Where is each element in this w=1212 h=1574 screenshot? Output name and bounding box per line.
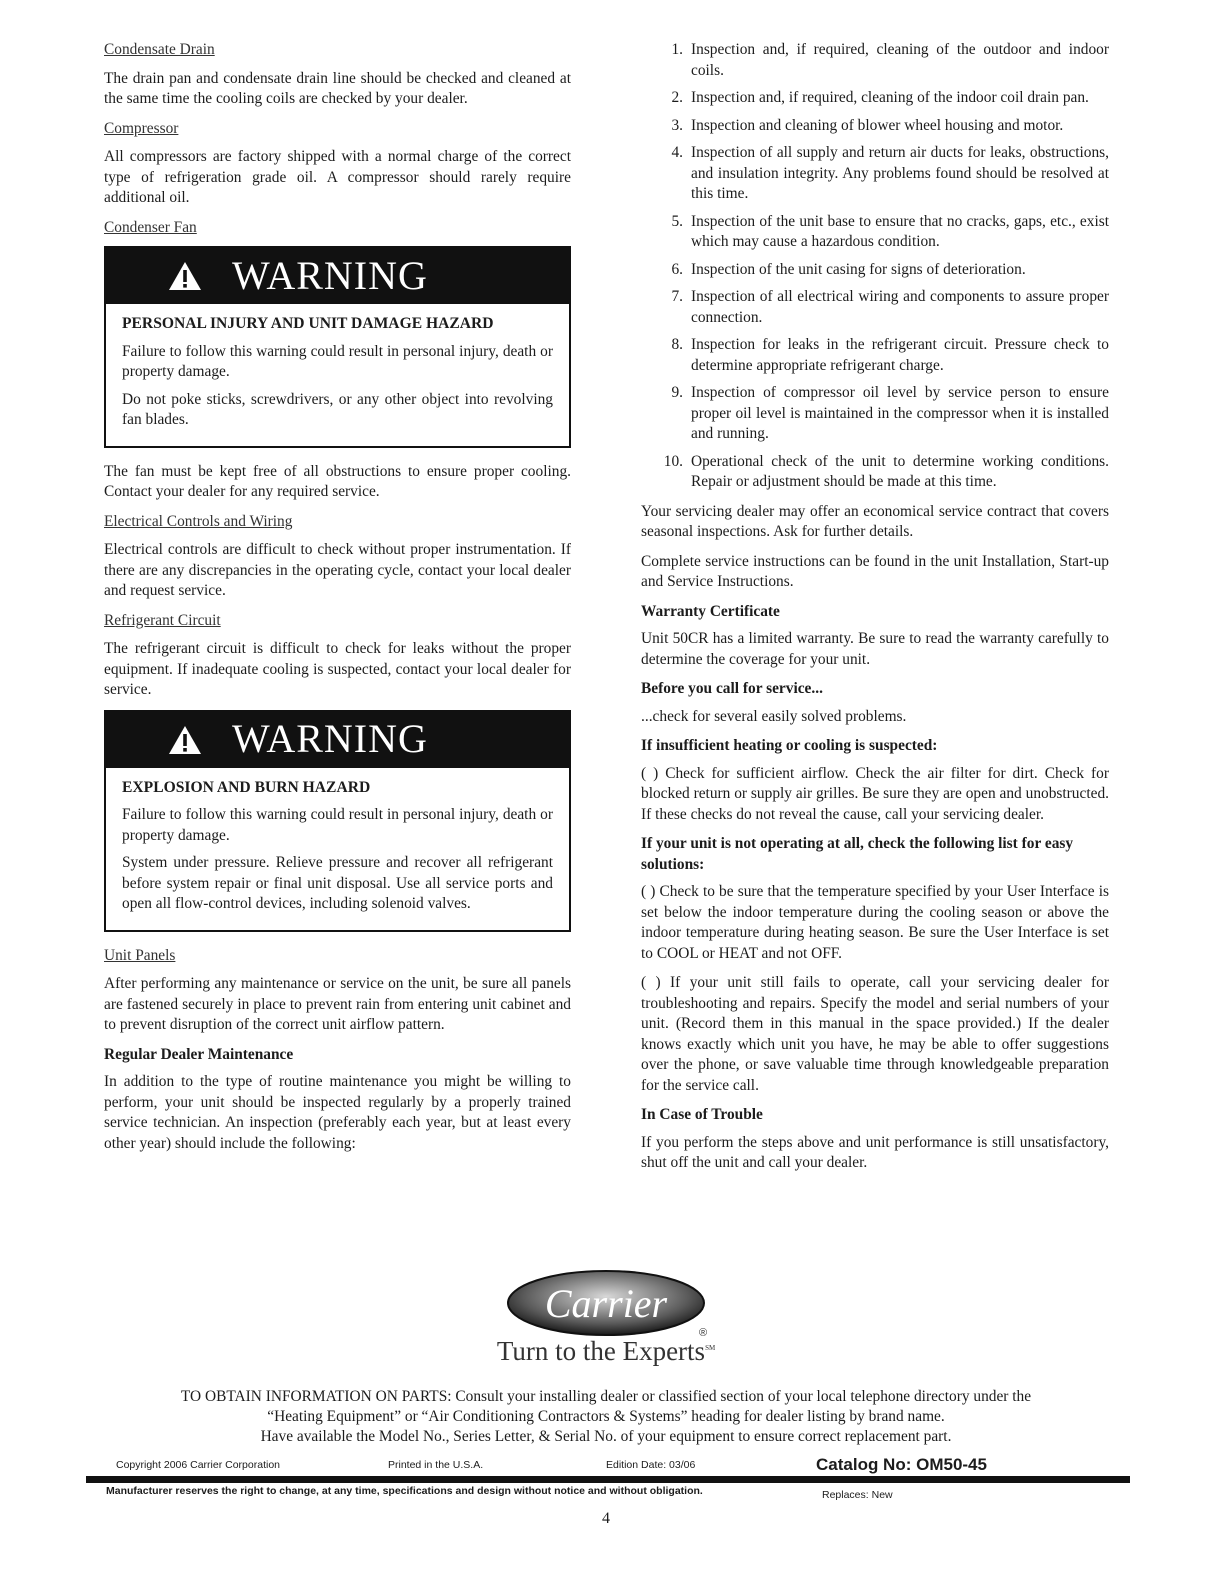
warning-title: WARNING bbox=[232, 252, 428, 298]
list-item bbox=[641, 260, 1109, 281]
refrigerant-heading: Refrigerant Circuit bbox=[104, 611, 221, 629]
list-item-text: Operational check of the unit to determine working conditions. Repair or adjustment should be made at this time. bbox=[691, 452, 1109, 490]
list-item-number: 3. bbox=[671, 116, 683, 134]
condensate-drain-text: The drain pan and condensate drain line should be checked and cleaned at the same time the cooling coils are checked by your dealer. bbox=[104, 69, 571, 107]
warning-instruction: Do not poke sticks, screwdrivers, or any other object into revolving fan blades. bbox=[122, 390, 553, 428]
list-item bbox=[641, 143, 1109, 205]
list-item-number: 10. bbox=[663, 452, 683, 470]
refrigerant-text: The refrigerant circuit is difficult to check for leaks without the proper equipment. If inadequate cooling is suspected, contact your local dealer for service. bbox=[104, 640, 571, 698]
service-contract-text: Your servicing dealer may offer an economical service contract that covers seasonal inspections. Ask for further details. bbox=[641, 502, 1109, 540]
warning-title: WARNING bbox=[232, 716, 428, 762]
list-item-text: Inspection and, if required, cleaning of the indoor coil drain pan. bbox=[691, 89, 1089, 106]
replaces-note: Replaces: New bbox=[822, 1489, 893, 1501]
before-call-text: ...check for several easily solved problems. bbox=[641, 707, 907, 725]
warning-banner bbox=[106, 712, 569, 768]
warning-instruction: System under pressure. Relieve pressure and recover all refrigerant before system repair or final unit disposal. Use all service ports and open all flow-control devices, including solenoid valves. bbox=[122, 854, 553, 912]
catalog-number: Catalog No: OM50-45 bbox=[816, 1455, 987, 1474]
list-item-number: 5. bbox=[671, 212, 683, 230]
compressor-heading: Compressor bbox=[104, 119, 179, 137]
list-item bbox=[641, 383, 1109, 445]
condensate-drain-heading: Condensate Drain bbox=[104, 41, 215, 58]
list-item-text: Inspection for leaks in the refrigerant circuit. Pressure check to determine appropriate refrigerant charge. bbox=[691, 336, 1109, 374]
regular-dealer-heading: Regular Dealer Maintenance bbox=[104, 1045, 294, 1063]
edition-date: Edition Date: 03/06 bbox=[606, 1459, 696, 1471]
list-item-text: Inspection and, if required, cleaning of the outdoor and indoor coils. bbox=[691, 41, 1109, 79]
regular-dealer-text: In addition to the type of routine maintenance you might be willing to perform, your unit should be inspected regularly by a properly trained service technician. An inspection (preferably each year, but at least every other year) should include the following: bbox=[104, 1073, 571, 1152]
warning-hazard-heading: PERSONAL INJURY AND UNIT DAMAGE HAZARD bbox=[122, 315, 494, 332]
printed-in: Printed in the U.S.A. bbox=[388, 1459, 484, 1471]
footer-divider bbox=[86, 1476, 1130, 1483]
warning-banner bbox=[106, 248, 569, 304]
list-item-text: Inspection of the unit casing for signs of deterioration. bbox=[691, 260, 1026, 278]
compressor-text: All compressors are factory shipped with a normal charge of the correct type of refrigeration grade oil. A compressor should rarely require additional oil. bbox=[104, 148, 571, 206]
registered-mark: ® bbox=[699, 1327, 708, 1338]
list-item-text: Inspection of all electrical wiring and components to assure proper connection. bbox=[691, 288, 1109, 326]
parts-info-line: TO OBTAIN INFORMATION ON PARTS: Consult your installing dealer or classified section of your local telephone directory under the bbox=[180, 1388, 1032, 1405]
list-item-number: 2. bbox=[671, 89, 683, 106]
warning-box-explosion bbox=[104, 710, 571, 932]
list-item bbox=[641, 335, 1109, 376]
unit-panels-heading: Unit Panels bbox=[104, 946, 176, 964]
unit-panels-text: After performing any maintenance or service on the unit, be sure all panels are fastened securely in place to prevent rain from entering unit cabinet and to prevent disruption of the correct unit airflow pattern. bbox=[104, 975, 571, 1033]
copyright: Copyright 2006 Carrier Corporation bbox=[116, 1459, 280, 1471]
list-item bbox=[641, 116, 1109, 137]
list-item bbox=[641, 287, 1109, 328]
before-call-heading: Before you call for service... bbox=[641, 680, 823, 697]
inspection-list bbox=[641, 40, 1109, 493]
warning-box-fan bbox=[104, 246, 571, 448]
not-operating-text-2: ( ) If your unit still fails to operate, call your servicing dealer for troubleshooting and repairs. Specify the model and serial numbers of your unit. (Record them in this manual in the space provided.) If the dealer knows exactly which unit you have, he may be able to offer suggestions over the phone, or save valuable time through knowledgeable preparation for the service call. bbox=[641, 974, 1109, 1094]
list-item-text: Inspection and cleaning of blower wheel housing and motor. bbox=[691, 116, 1064, 134]
insufficient-text: ( ) Check for sufficient airflow. Check the air filter for dirt. Check for blocked return or supply air grilles. Be sure they are open and unobstructed. If these checks do not reveal the cause, call your servicing dealer. bbox=[641, 764, 1109, 823]
manufacturer-notice: Manufacturer reserves the right to change, at any time, specifications and design without notice and without obligation. bbox=[106, 1485, 703, 1497]
list-item bbox=[641, 452, 1109, 493]
electrical-text: Electrical controls are difficult to check without proper instrumentation. If there are any discrepancies in the operating cycle, contact your local dealer and request service. bbox=[104, 541, 571, 599]
fan-text: The fan must be kept free of all obstructions to ensure proper cooling. Contact your dealer for any required service. bbox=[104, 462, 571, 500]
electrical-heading: Electrical Controls and Wiring bbox=[104, 512, 293, 530]
tagline-text: Turn to the Experts bbox=[496, 1336, 706, 1366]
not-operating-heading: If your unit is not operating at all, check the following list for easy solutions: bbox=[641, 835, 1074, 873]
warning-text: Failure to follow this warning could result in personal injury, death or property damage. bbox=[122, 806, 553, 844]
tagline bbox=[0, 1336, 1212, 1367]
trouble-text: If you perform the steps above and unit performance is still unsatisfactory, shut off the unit and call your dealer. bbox=[641, 1133, 1109, 1171]
service-mark: SM bbox=[705, 1344, 716, 1352]
list-item-text: Inspection of the unit base to ensure that no cracks, gaps, etc., exist which may cause a hazardous condition. bbox=[691, 212, 1109, 250]
warranty-text: Unit 50CR has a limited warranty. Be sure to read the warranty carefully to determine the coverage for your unit. bbox=[641, 630, 1109, 668]
page-number: 4 bbox=[602, 1510, 610, 1527]
list-item-number: 6. bbox=[671, 260, 683, 278]
list-item-number: 7. bbox=[671, 288, 683, 305]
right-column bbox=[641, 40, 1109, 1183]
list-item-text: Inspection of compressor oil level by service person to ensure proper oil level is maintained in the compressor when it is installed and running. bbox=[691, 384, 1109, 442]
trouble-heading: In Case of Trouble bbox=[641, 1106, 763, 1123]
list-item-number: 8. bbox=[671, 336, 683, 353]
warning-triangle-icon bbox=[168, 261, 202, 291]
logo-text: Carrier bbox=[544, 1281, 668, 1326]
list-item-number: 1. bbox=[671, 41, 683, 58]
parts-info-line: “Heating Equipment” or “Air Conditioning Contractors & Systems” heading for dealer listing by brand name. bbox=[267, 1408, 945, 1425]
list-item bbox=[641, 212, 1109, 253]
complete-instructions-text: Complete service instructions can be found in the unit Installation, Start-up and Service Instructions. bbox=[641, 552, 1109, 590]
list-item-number: 9. bbox=[671, 384, 683, 401]
list-item bbox=[641, 88, 1109, 109]
warning-text: Failure to follow this warning could result in personal injury, death or property damage. bbox=[122, 342, 553, 380]
warranty-heading: Warranty Certificate bbox=[641, 602, 780, 620]
warning-hazard-heading: EXPLOSION AND BURN HAZARD bbox=[122, 778, 371, 796]
left-column bbox=[104, 40, 571, 1163]
list-item bbox=[641, 40, 1109, 81]
parts-info-line: Have available the Model No., Series Letter, & Serial No. of your equipment to ensure correct replacement part. bbox=[260, 1428, 952, 1445]
list-item-text: Inspection of all supply and return air ducts for leaks, obstructions, and insulation integrity. Any problems found should be resolved at this time. bbox=[691, 144, 1109, 202]
condenser-fan-heading: Condenser Fan bbox=[104, 218, 197, 236]
parts-information bbox=[90, 1387, 1122, 1447]
not-operating-text-1: ( ) Check to be sure that the temperature specified by your User Interface is set below the indoor temperature during the cooling season or above the indoor temperature during heating season. Be sure the User Interface is set to COOL or HEAT and not OFF. bbox=[641, 883, 1109, 962]
insufficient-heading: If insufficient heating or cooling is suspected: bbox=[641, 737, 938, 754]
list-item-number: 4. bbox=[671, 144, 683, 161]
warning-triangle-icon bbox=[168, 725, 202, 755]
